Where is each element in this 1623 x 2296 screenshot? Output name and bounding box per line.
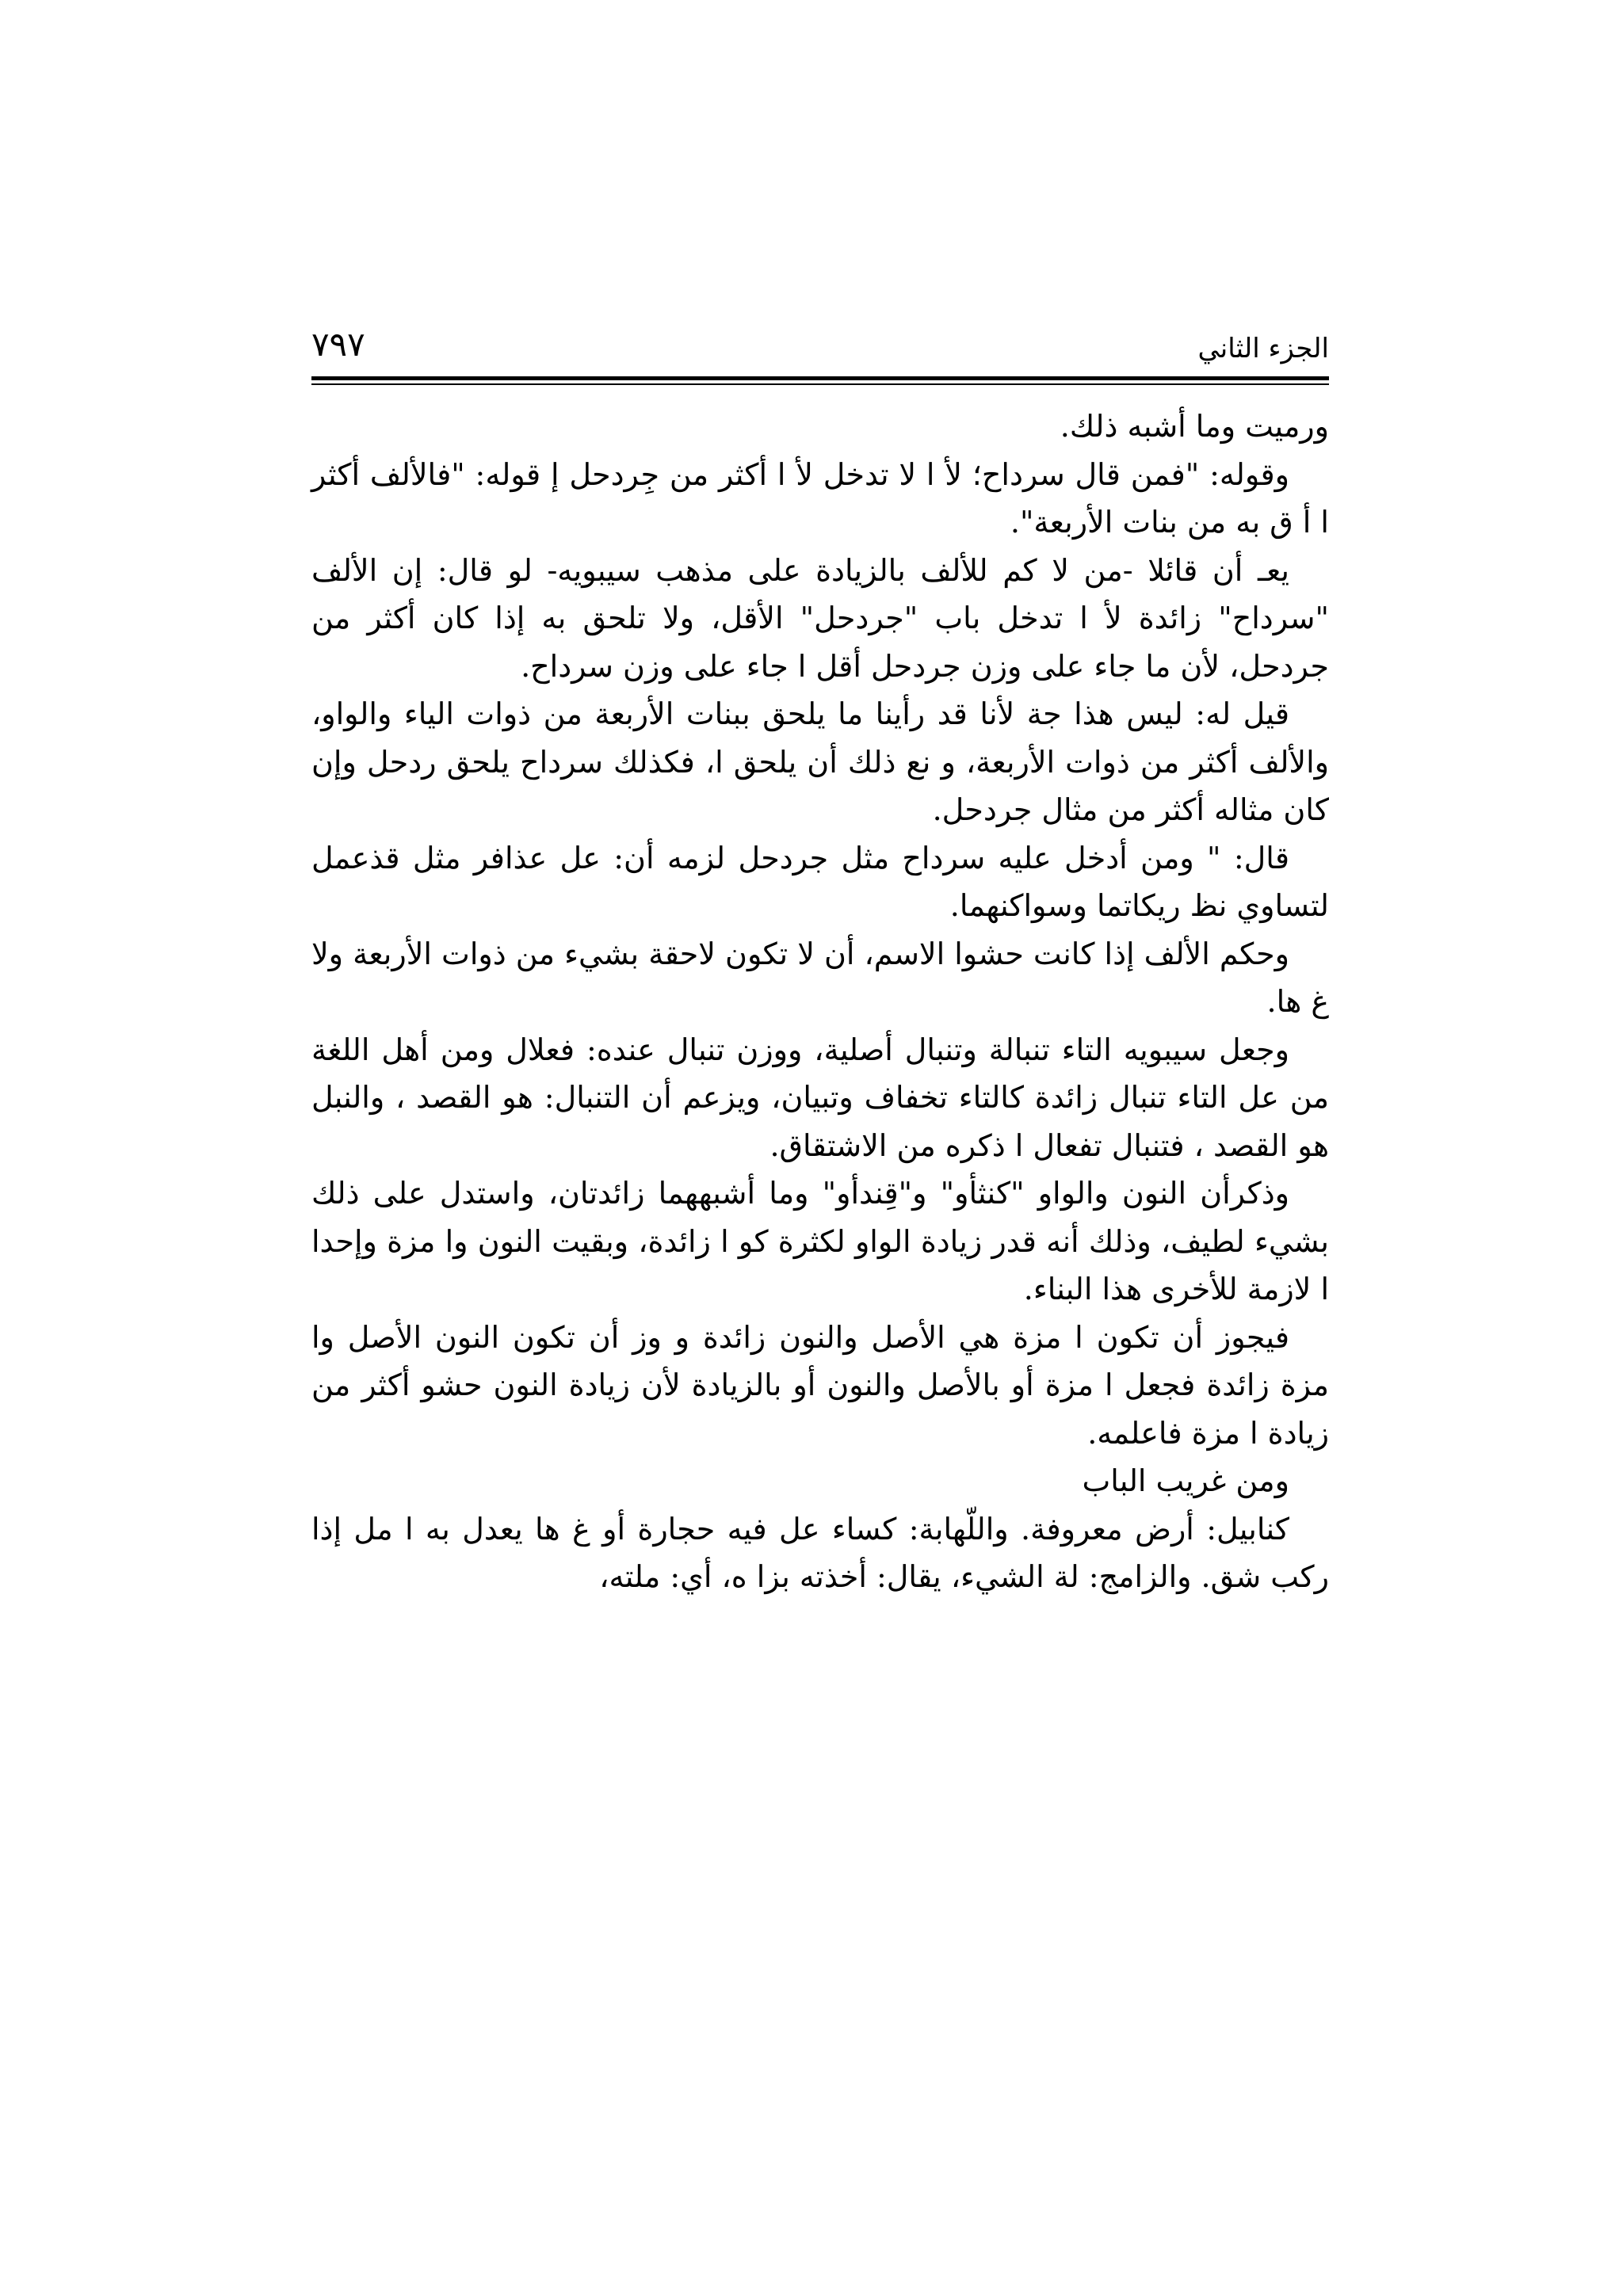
header-rule-thin [311,383,1329,385]
body-text [311,402,1329,1601]
running-title: الجزء الثاني [1197,333,1329,364]
paragraph: يعـ أن قائلا -من لا كم للألف بالزيادة على مذهب سيبويه- لو قال: إن الألف "سرداح" زائدة لأ ا تدخل باب "جردحل" الأقل، ولا تلحق به إذا كان أكثر من جردحل، لأن ما جاء على وزن جردحل أقل ا جاء على وزن سرداح. [311,552,1329,684]
paragraph: وجعل سيبويه التاء تنبالة وتنبال أصلية، ووزن تنبال عنده: فعلال ومن أهل اللغة من عل التاء تنبال زائدة كالتاء تخفاف وتبيان، ويزعم أن التنبال: هو القصد ، والنبل هو القصد ، فتنبال تفعال ا ذكره من الاشتقاق. [311,1032,1329,1163]
paragraph: كنابيل: أرض معروفة. واللّهابة: كساء عل فيه حجارة أو غ ها يعدل به ا مل إذا ركب شق. والزامج: لة الشيء، يقال: أخذته بزا ه، أي: ملته، [311,1511,1329,1594]
paragraph: فيجوز أن تكون ا مزة هي الأصل والنون زائدة و وز أن تكون النون الأصل وا مزة زائدة فجعل ا مزة أو بالأصل والنون أو بالزيادة لأن زيادة النون حشو أكثر من زيادة ا مزة فاعلمه. [311,1319,1329,1451]
paragraph: قال: " ومن أدخل عليه سرداح مثل جردحل لزمه أن: عل عذافر مثل قذعمل لتساوي نظ ريكاتما وسواكنهما. [311,840,1329,923]
paragraph: قيل له: ليس هذا جة لأنا قد رأينا ما يلحق ببنات الأربعة من ذوات الياء والواو، والألف أكثر من ذوات الأربعة، و نع ذلك أن يلحق ا، فكذلك سرداح يلحق ردحل وإن كان مثاله أكثر من مثال جردحل. [311,696,1329,827]
page-header [311,318,1329,374]
paragraph: وقوله: "فمن قال سرداح؛ لأ ا لا تدخل لأ ا أكثر من جِردحل إ قوله: "فالألف أكثر ا أ ق به من بنات الأربعة". [311,456,1329,540]
paragraph: ورميت وما أشبه ذلك. [1060,409,1329,444]
paragraph: وحكم الألف إذا كانت حشوا الاسم، أن لا تكون لاحقة بشيء من ذوات الأربعة ولا غ ها. [311,936,1329,1019]
paragraph: وذكرأن النون والواو "كنثأو" و"قِندأو" وما أشبههما زائدتان، واستدل على ذلك بشيء لطيف، وذلك أنه قدر زيادة الواو لكثرة كو ا زائدة، وبقيت النون وا مزة وإحدا ا لازمة للأخرى هذا البناء. [311,1176,1329,1306]
section-heading: ومن غريب الباب [1082,1463,1289,1498]
page-number: ٧٩٧ [311,325,365,364]
header-rule-thick [311,376,1329,380]
